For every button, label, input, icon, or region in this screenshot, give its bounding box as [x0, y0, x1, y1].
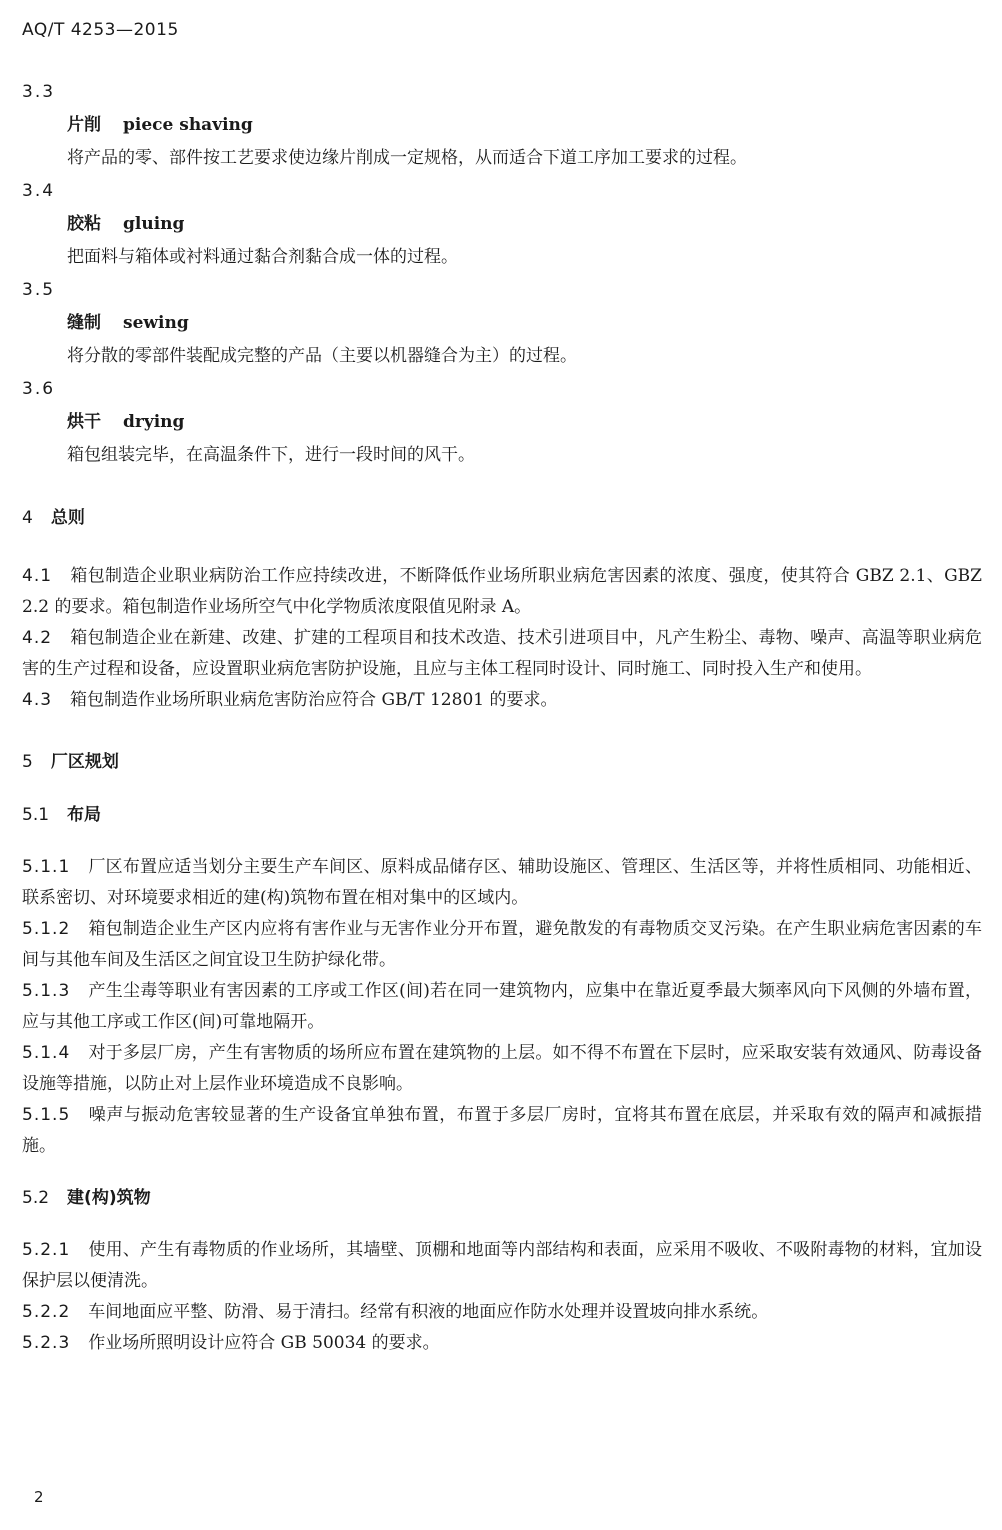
clause-5-1-3: 5.1.3 产生尘毒等职业有害因素的工序或工作区(间)若在同一建筑物内，应集中在靠近夏季最大频率风向下风侧的外墙布置，应与其他工序或工作区(间)可靠地隔开。 — [22, 981, 982, 1032]
term-title — [67, 109, 982, 142]
term-number: 3.3 — [22, 82, 56, 102]
term-number: 3.5 — [22, 280, 56, 300]
clause-4-3: 4.3 箱包制造作业场所职业病危害防治应符合 GB/T 12801 的要求。 — [22, 690, 558, 710]
document-body — [22, 76, 982, 1359]
clause-5-1-2: 5.1.2 箱包制造企业生产区内应将有害作业与无害作业分开布置，避免散发的有毒物质交叉污染。在产生职业病危害因素的车间与其他车间及生活区之间宜设卫生防护绿化带。 — [22, 919, 982, 970]
term-title — [67, 406, 982, 439]
term-definition: 将产品的零、部件按工艺要求使边缘片削成一定规格，从而适合下道工序加工要求的过程。 — [67, 148, 747, 168]
section-heading-4: 4 总则 — [22, 508, 85, 528]
term-en: drying — [123, 412, 185, 432]
section-heading-5: 5 厂区规划 — [22, 752, 119, 772]
term-definition: 把面料与箱体或衬料通过黏合剂黏合成一体的过程。 — [67, 247, 458, 267]
clause-5-1-4: 5.1.4 对于多层厂房，产生有害物质的场所应布置在建筑物的上层。如不得不布置在下层时，应采取安装有效通风、防毒设备设施等措施，以防止对上层作业环境造成不良影响。 — [22, 1043, 982, 1094]
clause-4-1: 4.1 箱包制造企业职业病防治工作应持续改进，不断降低作业场所职业病危害因素的浓度、强度，使其符合 GBZ 2.1、GBZ 2.2 的要求。箱包制造作业场所空气中化学物质浓度限值见附录 A。 — [22, 566, 982, 617]
term-title — [67, 208, 982, 241]
clause-5-1-5: 5.1.5 噪声与振动危害较显著的生产设备宜单独布置，布置于多层厂房时，宜将其布置在底层，并采取有效的隔声和减振措施。 — [22, 1105, 982, 1156]
term-title — [67, 307, 982, 340]
term-cn: 缝制 — [67, 313, 101, 333]
section-heading-5-1: 5.1 布局 — [22, 805, 102, 825]
clause-5-2-1: 5.2.1 使用、产生有毒物质的作业场所，其墙壁、顶棚和地面等内部结构和表面，应采用不吸收、不吸附毒物的材料，宜加设保护层以便清洗。 — [22, 1240, 982, 1291]
term-cn: 片削 — [67, 115, 101, 135]
term-en: piece shaving — [123, 115, 253, 135]
clause-5-1-1: 5.1.1 厂区布置应适当划分主要生产车间区、原料成品储存区、辅助设施区、管理区、生活区等，并将性质相同、功能相近、联系密切、对环境要求相近的建(构)筑物布置在相对集中的区域内。 — [22, 857, 982, 908]
standard-code-header: AQ/T 4253—2015 — [22, 20, 179, 40]
term-en: sewing — [123, 313, 189, 333]
term-definition: 将分散的零部件装配成完整的产品（主要以机器缝合为主）的过程。 — [67, 346, 577, 366]
term-number: 3.6 — [22, 379, 56, 399]
page-number: 2 — [34, 1488, 44, 1506]
clause-5-2-3: 5.2.3 作业场所照明设计应符合 GB 50034 的要求。 — [22, 1333, 440, 1353]
term-cn: 烘干 — [67, 412, 101, 432]
clause-5-2-2: 5.2.2 车间地面应平整、防滑、易于清扫。经常有积液的地面应作防水处理并设置坡向排水系统。 — [22, 1302, 769, 1322]
section-heading-5-2: 5.2 建(构)筑物 — [22, 1188, 151, 1208]
term-number: 3.4 — [22, 181, 56, 201]
term-definition: 箱包组装完毕，在高温条件下，进行一段时间的风干。 — [67, 445, 475, 465]
clause-4-2: 4.2 箱包制造企业在新建、改建、扩建的工程项目和技术改造、技术引进项目中，凡产生粉尘、毒物、噪声、高温等职业病危害的生产过程和设备，应设置职业病危害防护设施，且应与主体工程同时设计、同时施工、同时投入生产和使用。 — [22, 628, 982, 679]
term-en: gluing — [123, 214, 185, 234]
term-cn: 胶粘 — [67, 214, 101, 234]
